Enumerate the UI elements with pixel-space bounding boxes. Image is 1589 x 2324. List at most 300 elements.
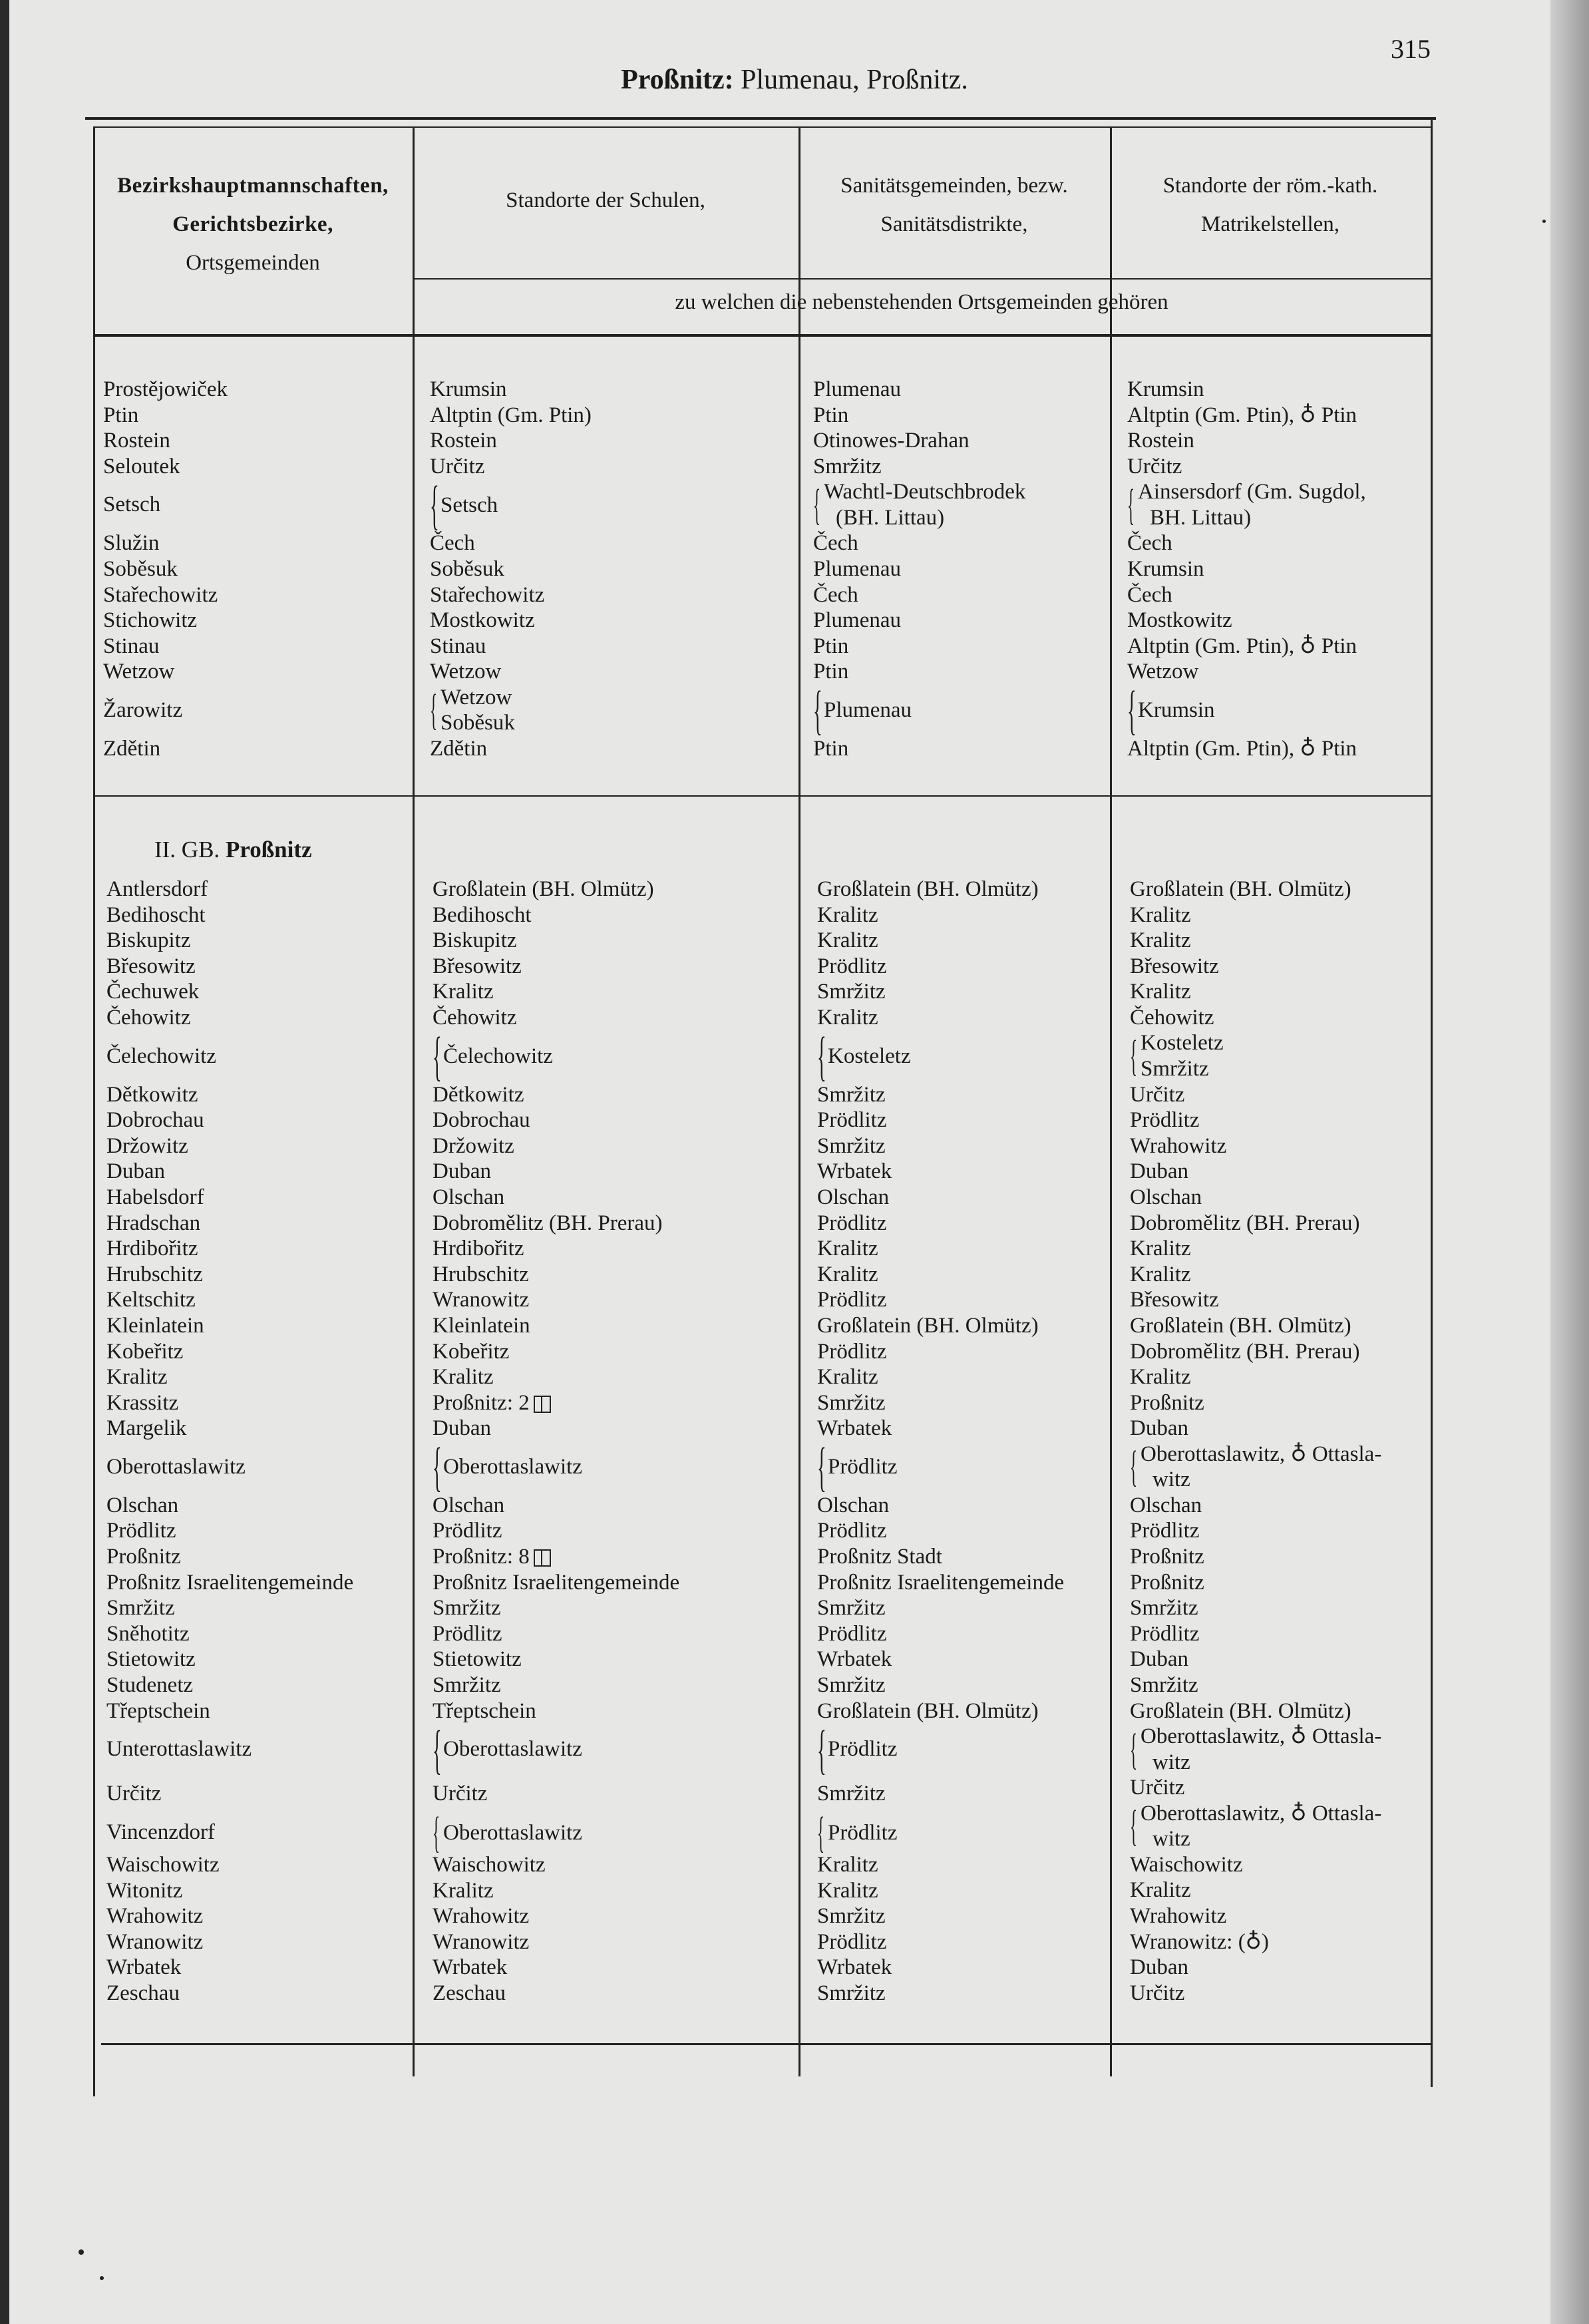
section1-col4-entry: Ainsersdorf (Gm. Sugdol, <box>1138 480 1366 504</box>
section2-col2-row-school-count <box>433 1390 679 1416</box>
scan-speck <box>79 2249 84 2255</box>
page-title-bold: Proßnitz: <box>621 65 734 95</box>
section2-col3-entry: Smržitz <box>817 980 886 1004</box>
section2-col1-entry: Habelsdorf <box>106 1185 204 1209</box>
section2-col3-entry: Kralitz <box>817 1237 878 1261</box>
section2-col3-entry: Smržitz <box>817 1133 886 1158</box>
section2-col2-group <box>433 1718 679 1780</box>
section1-col3-entry: Čech <box>813 531 858 556</box>
section1-col4-entry: Čech <box>1127 582 1172 607</box>
section2-col4-group <box>1130 1724 1381 1775</box>
section2-col2-entry: Třeptschein <box>433 1698 536 1723</box>
section1-col4-entry: Altptin (Gm. Ptin), ♁ Ptin <box>1127 736 1357 761</box>
section2-col4-entry: Kralitz <box>1130 1365 1191 1390</box>
section1-col1-entry: Stinau <box>103 634 160 658</box>
section2-col3-entry: Großlatein (BH. Olmütz) <box>817 1698 1039 1723</box>
section2-col2-entry: Bedihoscht <box>433 902 532 927</box>
brace-glyph: { <box>813 679 822 741</box>
section2-col2-entry: Smržitz <box>433 1596 501 1621</box>
section2-col1-entry: Čechuwek <box>106 980 200 1004</box>
brace-glyph: { <box>813 480 821 529</box>
brace-glyph: { <box>1127 480 1135 529</box>
section2-col4-entry: Kralitz <box>1130 902 1191 927</box>
section2-col3-entry: Kralitz <box>817 902 878 927</box>
section2-col3-entry: Prödlitz <box>817 1621 887 1646</box>
section2-col3-entry: Wrbatek <box>817 1647 892 1672</box>
section2-col3-entry: Großlatein (BH. Olmütz) <box>817 1313 1039 1338</box>
brace-glyph: { <box>1130 1802 1138 1851</box>
section2-col4-entry: Oberottaslawitz, ♁ Ottasla- <box>1141 1442 1382 1466</box>
header-col-2-line-1: Standorte der Schulen, <box>506 188 705 212</box>
section2-col4-entry: Proßnitz <box>1130 1390 1204 1415</box>
section1-col3-entry: Wachtl-Deutschbrodek <box>824 480 1026 504</box>
section2-col1-entry: Čelechowitz <box>106 1044 216 1068</box>
section2-col3-entry: Prödlitz <box>817 1519 887 1543</box>
section2-col2-group <box>433 1808 679 1857</box>
header-col-3-line-2: Sanitätsdistrikte, <box>880 212 1028 236</box>
section1-col3-group <box>813 679 1025 741</box>
section2-col1-entry: Studenetz <box>106 1673 194 1698</box>
header-col-2 <box>413 181 798 220</box>
section2-col1-entry: Smržitz <box>106 1596 175 1621</box>
section1-col3-entry: Plumenau <box>813 556 901 581</box>
section1-col4-entry: Altptin (Gm. Ptin), ♁ Ptin <box>1127 634 1357 658</box>
header-col-1-line-1: Bezirkshauptmannschaften, <box>117 174 389 198</box>
section1-col4-group <box>1127 479 1366 530</box>
section2-col4-entry: Duban <box>1130 1955 1188 1980</box>
section2-col2-entry: Kleinlatein <box>433 1313 530 1338</box>
header-col-4 <box>1110 166 1431 244</box>
section1-col4-entry: Krumsin <box>1138 698 1215 723</box>
section1-col1-entry: Stichowitz <box>103 608 198 633</box>
section2-col2-entry: Duban <box>433 1159 491 1184</box>
section1-col2-entry: Altptin (Gm. Ptin) <box>430 403 592 427</box>
brace-glyph: { <box>1130 1032 1138 1081</box>
scan-right-edge <box>1550 0 1589 2324</box>
section2-col2-entry: Großlatein (BH. Olmütz) <box>433 877 654 901</box>
section2-col1-entry: Wrahowitz <box>106 1904 204 1929</box>
section2-col4-entry: Proßnitz <box>1130 1545 1204 1569</box>
section1-col2-entry: Setsch <box>441 492 498 517</box>
section1-col3 <box>813 377 1025 762</box>
section2-col1-entry: Břesowitz <box>106 954 196 978</box>
section2-col3-entry: Kralitz <box>817 1878 878 1903</box>
section1-col1-entry: Ptin <box>103 403 139 427</box>
section2-col3-entry: Smržitz <box>817 1904 886 1929</box>
section2-col4-entry: Dobromělitz (BH. Prerau) <box>1130 1211 1360 1235</box>
section2-col4-entry: Olschan <box>1130 1493 1202 1517</box>
section2-col2-entry: Dobrochau <box>433 1108 530 1133</box>
section2-col1-entry: Bedihoscht <box>106 902 206 927</box>
table-top-rule-inner <box>93 126 1431 128</box>
section1-col1 <box>103 377 228 762</box>
section2-col2-entry: Břesowitz <box>433 954 522 978</box>
section2-col4-entry: Určitz <box>1130 1981 1185 2005</box>
section2-col4-entry: Kralitz <box>1130 1262 1191 1286</box>
brace-glyph: { <box>1127 679 1137 741</box>
section2-col3-entry: Smržitz <box>817 1782 886 1806</box>
section2-col2-entry: Dětkowitz <box>433 1082 524 1107</box>
section2-col4-group <box>1130 1801 1381 1852</box>
page-title <box>0 64 1589 96</box>
section2-col2-entry: Smržitz <box>433 1673 501 1698</box>
table-top-rule <box>85 117 1436 120</box>
section2-col1-entry: Krassitz <box>106 1390 179 1415</box>
section1-col1-entry: Služin <box>103 531 160 556</box>
section2-col4-entry: Čehowitz <box>1130 1005 1214 1030</box>
section2-col2-entry: Držowitz <box>433 1133 514 1158</box>
section2-col1 <box>106 876 353 2007</box>
section2-col3-group <box>817 1808 1064 1857</box>
section2-col2-entry: Kralitz <box>433 1878 494 1903</box>
section2-col1-entry: Keltschitz <box>106 1288 196 1312</box>
section1-col4-entry: Wetzow <box>1127 660 1199 684</box>
table-bottom-rule <box>101 2043 1432 2045</box>
section1-col2-group <box>430 474 592 535</box>
section1-col1-entry: Wetzow <box>103 660 175 684</box>
header-col-4-line-1: Standorte der röm.-kath. <box>1162 174 1378 198</box>
section2-col4-entry: Oberottaslawitz, ♁ Ottasla- <box>1141 1801 1382 1826</box>
section2-col2-entry: Určitz <box>433 1782 488 1806</box>
section1-col2-entry: Mostkowitz <box>430 608 535 633</box>
section2-col1-entry: Unterottaslawitz <box>106 1737 252 1762</box>
section1-col3-entry: Čech <box>813 582 858 607</box>
section2-col1-entry: Waischowitz <box>106 1853 220 1877</box>
section2-col1-entry: Proßnitz Israelitengemeinde <box>106 1570 354 1595</box>
section2-col2-group <box>433 1026 679 1087</box>
section1-col3-entry: Smržitz <box>813 454 882 479</box>
section1-col3-entry: Otinowes-Drahan <box>813 429 970 453</box>
section1-col2-entry: Čech <box>430 531 475 556</box>
section1-col1-entry: Setsch <box>103 492 161 517</box>
scan-speck <box>100 2276 104 2280</box>
header-col-3-line-1: Sanitätsgemeinden, bezw. <box>840 174 1068 198</box>
section2-title-bold: Proßnitz <box>225 837 312 863</box>
section2-col2-entry: Hrdibořitz <box>433 1237 524 1261</box>
header-col-1-line-2: Gerichtsbezirke, <box>172 212 333 236</box>
section2-title-prefix: II. GB. <box>154 837 226 863</box>
section2-col3-entry: Kralitz <box>817 1005 878 1030</box>
section2-col4-entry: Duban <box>1130 1416 1188 1441</box>
section2-col1-entry: Kobeřitz <box>106 1339 184 1364</box>
section2-col1-entry: Proßnitz <box>106 1545 181 1569</box>
section2-col1-entry: Duban <box>106 1159 165 1184</box>
section1-col4 <box>1127 377 1366 762</box>
brace-glyph: { <box>433 1808 441 1857</box>
section1-col4-entry: Krumsin <box>1127 556 1204 581</box>
brace-glyph: { <box>430 685 438 735</box>
section2-col2-entry: Kobeřitz <box>433 1339 510 1364</box>
brace-glyph: { <box>817 1718 826 1780</box>
section2-col3-group <box>817 1718 1064 1780</box>
section1-col3-entry: Plumenau <box>813 377 901 401</box>
section2-col1-entry: Wranowitz <box>106 1929 204 1954</box>
section2-col1-entry: Dětkowitz <box>106 1082 198 1107</box>
section2-col2-row-school-count <box>433 1544 679 1570</box>
section2-col1-entry: Třeptschein <box>106 1698 210 1723</box>
section2-col1-entry: Vincenzdorf <box>106 1820 215 1845</box>
header-col-3 <box>798 166 1110 244</box>
section1-col2-entry: Určitz <box>430 454 485 479</box>
school-book-icon <box>534 1396 551 1413</box>
section2-col4-entry: Großlatein (BH. Olmütz) <box>1130 1698 1351 1723</box>
table-left-border <box>93 126 95 2096</box>
section2-col3-entry: Prödlitz <box>817 1929 887 1954</box>
section2-col3-entry: Kosteletz <box>828 1044 911 1068</box>
section2-col1-entry: Čehowitz <box>106 1005 191 1030</box>
section1-col3-entry: Ptin <box>813 736 849 761</box>
section2-col4-entry: Prödlitz <box>1130 1108 1200 1133</box>
section1-col3-group <box>813 479 1025 530</box>
section1-col4-group <box>1127 679 1366 741</box>
section2-col1-entry: Antlersdorf <box>106 877 208 901</box>
brace-glyph: { <box>817 1026 826 1087</box>
section2-col3-group <box>817 1436 1064 1497</box>
section2-col4-entry: Smržitz <box>1141 1057 1209 1081</box>
section2-col2-entry: Wrahowitz <box>433 1904 530 1929</box>
section2-col3-entry: Proßnitz Stadt <box>817 1545 942 1569</box>
section2-col2-entry: Čelechowitz <box>443 1044 553 1068</box>
section1-col3-entry: Plumenau <box>824 698 912 723</box>
section1-col2-entry: Zdětin <box>430 736 488 761</box>
section2-col4-entry: Waischowitz <box>1130 1852 1243 1877</box>
section2-col4-entry: Určitz <box>1130 1082 1185 1107</box>
section1-col3-entry: Ptin <box>813 634 849 658</box>
brace-glyph: { <box>1130 1442 1138 1491</box>
section2-col4-entry: Smržitz <box>1130 1596 1198 1621</box>
section2-col1-entry: Kleinlatein <box>106 1313 204 1338</box>
section2-col2-entry: Proßnitz Israelitengemeinde <box>433 1570 680 1595</box>
section2-col1-entry: Prödlitz <box>106 1519 176 1543</box>
section2-col2-entry: Oberottaslawitz <box>443 1455 582 1479</box>
section2-col3-entry: Smržitz <box>817 1673 886 1698</box>
section2-col3-entry: Olschan <box>817 1185 890 1209</box>
section2-col2-entry: Biskupitz <box>433 928 517 953</box>
section1-col4-entry: Altptin (Gm. Ptin), ♁ Ptin <box>1127 403 1357 427</box>
section1-col1-entry: Zdětin <box>103 736 161 761</box>
section2-col4-group <box>1130 1442 1381 1493</box>
section2-col4-group <box>1130 1031 1381 1082</box>
section2-col2-entry: Olschan <box>433 1493 505 1517</box>
section2-col3-entry: Proßnitz Israelitengemeinde <box>817 1570 1065 1595</box>
section2-col4-entry: Prödlitz <box>1130 1621 1200 1646</box>
section1-col2-entry: Wetzow <box>430 660 502 684</box>
header-footer-text: zu welchen die nebenstehenden Ortsgemeinden gehören <box>675 290 1168 314</box>
section2-col3-entry: Kralitz <box>817 1262 878 1286</box>
section2-col2-entry: Wranowitz <box>433 1288 530 1312</box>
section1-col1-entry: Seloutek <box>103 454 180 479</box>
section2-col1-entry: Stietowitz <box>106 1647 196 1672</box>
section2-col3-entry: Wrbatek <box>817 1955 892 1980</box>
section1-col4-entry: BH. Littau) <box>1150 505 1252 530</box>
section2-col3-entry: Kralitz <box>817 1365 878 1390</box>
col-divider-3 <box>1110 126 1112 2076</box>
section1-col1-entry: Soběsuk <box>103 556 178 581</box>
section2-col4-entry: Dobromělitz (BH. Prerau) <box>1130 1339 1360 1364</box>
scan-left-edge <box>0 0 9 2324</box>
section2-col2-entry: Oberottaslawitz <box>443 1737 582 1762</box>
section2-col4-entry: Prödlitz <box>1130 1519 1200 1543</box>
section2-col2-entry: Olschan <box>433 1185 505 1209</box>
section2-col1-entry: Oberottaslawitz <box>106 1454 246 1479</box>
page-number: 315 <box>1391 34 1431 64</box>
section2-title <box>154 837 312 863</box>
section2-col4-entry: Kralitz <box>1130 1237 1191 1261</box>
brace-glyph: { <box>1130 1724 1138 1774</box>
section2-col4-entry: Kralitz <box>1130 980 1191 1004</box>
section2-col4-entry: Břesowitz <box>1130 1288 1219 1312</box>
brace-glyph: { <box>433 1436 442 1497</box>
header-bottom-rule <box>93 334 1431 337</box>
section2-col1-entry: Witonitz <box>106 1878 183 1903</box>
col-divider-1 <box>413 126 415 2076</box>
header-col-1-line-3: Ortsgemeinden <box>186 251 320 275</box>
section1-col2-entry: Soběsuk <box>441 711 515 735</box>
header-divider-rule <box>413 278 1431 280</box>
section1-col1-entry: Žarowitz <box>103 697 183 722</box>
section1-col4-entry: Krumsin <box>1127 377 1204 401</box>
section2-col4 <box>1130 876 1381 2006</box>
section2-col3-entry: Kralitz <box>817 928 878 953</box>
header-col-4-line-2: Matrikelstellen, <box>1200 212 1340 236</box>
scan-speck <box>1542 220 1546 223</box>
section2-col3-entry: Smržitz <box>817 1082 886 1107</box>
section2-col4-entry: Wrahowitz <box>1130 1904 1227 1928</box>
section1-col1-entry: Prostějowiček <box>103 377 228 401</box>
section2-col2-entry: Zeschau <box>433 1981 506 2005</box>
section2-col2-entry: Duban <box>433 1416 491 1441</box>
section2-col4-entry: Olschan <box>1130 1185 1202 1209</box>
section1-col2-entry: Stinau <box>430 634 486 658</box>
brace-glyph: { <box>433 1718 442 1780</box>
section2-col4-entry: Proßnitz <box>1130 1570 1204 1595</box>
section2-col1-entry: Hrubschitz <box>106 1262 203 1286</box>
section2-col3-entry: Smržitz <box>817 1596 886 1621</box>
section2-col4-entry: Wrahowitz <box>1130 1133 1227 1158</box>
section2-col3-entry: Wrbatek <box>817 1159 892 1184</box>
section2-col4-entry: witz <box>1152 1750 1190 1774</box>
section2-col4-entry: witz <box>1152 1827 1190 1851</box>
section2-col2-entry: Stietowitz <box>433 1647 522 1672</box>
section2-col3-entry: Smržitz <box>817 1981 886 2005</box>
section1-col4-entry: Mostkowitz <box>1127 608 1232 633</box>
section2-col2-entry: Proßnitz: 2 <box>433 1390 530 1415</box>
section2-col3-entry: Prödlitz <box>817 1211 887 1235</box>
brace-glyph: { <box>433 1026 442 1087</box>
section1-col4-entry: Rostein <box>1127 429 1194 453</box>
section2-col1-entry: Margelik <box>106 1416 187 1441</box>
section1-col3-entry: Plumenau <box>813 608 901 633</box>
table-right-border <box>1431 117 1433 2087</box>
section2-col1-entry: Zeschau <box>106 1981 180 2005</box>
section2-col3-entry: Prödlitz <box>828 1737 898 1762</box>
section2-col4-entry: Großlatein (BH. Olmütz) <box>1130 877 1351 901</box>
section2-col4-entry: Großlatein (BH. Olmütz) <box>1130 1313 1351 1338</box>
section2-col4-entry: Duban <box>1130 1647 1188 1672</box>
section2-col3-entry: Großlatein (BH. Olmütz) <box>817 877 1039 901</box>
section2-col4-entry: Kosteletz <box>1141 1031 1224 1056</box>
header-col-1 <box>93 166 413 282</box>
section2-col1-entry: Hradschan <box>106 1211 201 1235</box>
section2-col1-entry: Držowitz <box>106 1133 188 1158</box>
col-divider-2 <box>798 126 800 2076</box>
section-divider-rule <box>93 795 1431 797</box>
section2-col3-entry: Prödlitz <box>817 1288 887 1312</box>
section2-col4-entry: Kralitz <box>1130 928 1191 953</box>
section2-col1-entry: Wrbatek <box>106 1955 182 1980</box>
section1-col3-entry: Ptin <box>813 660 849 684</box>
section1-col1-entry: Stařechowitz <box>103 582 218 607</box>
section2-col2-entry: Proßnitz: 8 <box>433 1545 530 1569</box>
section2-col3-entry: Olschan <box>817 1493 890 1517</box>
section2-col4-entry: Břesowitz <box>1130 954 1219 978</box>
section2-col2-entry: Prödlitz <box>433 1621 502 1646</box>
section2-col3 <box>817 876 1064 2007</box>
section1-col2-entry: Rostein <box>430 429 497 453</box>
section2-col1-entry: Sněhotitz <box>106 1621 190 1646</box>
section1-col2-group <box>430 685 592 736</box>
section2-col2-entry: Waischowitz <box>433 1853 546 1877</box>
section1-col3-entry: (BH. Littau) <box>836 505 945 530</box>
section2-col4-entry: Určitz <box>1130 1776 1185 1800</box>
section2-col2-entry: Wrbatek <box>433 1955 508 1980</box>
section2-col1-entry: Olschan <box>106 1493 179 1517</box>
section2-col3-entry: Smržitz <box>817 1390 886 1415</box>
section1-col2-entry: Soběsuk <box>430 556 504 581</box>
brace-glyph: { <box>817 1436 826 1497</box>
section2-col3-entry: Wrbatek <box>817 1416 892 1441</box>
brace-glyph: { <box>817 1808 825 1857</box>
section2-col3-group <box>817 1026 1064 1087</box>
brace-glyph: { <box>430 474 439 535</box>
section2-col4-entry: witz <box>1152 1467 1190 1492</box>
section1-col2-entry: Wetzow <box>441 685 512 709</box>
section2-col2-entry: Kralitz <box>433 1365 494 1390</box>
section2-col4-entry: Oberottaslawitz, ♁ Ottasla- <box>1141 1724 1382 1749</box>
section2-col2-entry: Prödlitz <box>433 1519 502 1543</box>
section2-col1-entry: Hrdibořitz <box>106 1237 198 1261</box>
section2-col2-entry: Kralitz <box>433 980 494 1004</box>
section2-col3-entry: Prödlitz <box>817 1108 887 1133</box>
section2-col4-entry: Wranowitz: (♁) <box>1130 1929 1269 1954</box>
school-book-icon <box>534 1549 551 1567</box>
section2-col2-entry: Wranowitz <box>433 1929 530 1954</box>
section2-col3-entry: Prödlitz <box>817 954 887 978</box>
section2-col4-entry: Kralitz <box>1130 1878 1191 1903</box>
section2-col2-entry: Hrubschitz <box>433 1262 529 1286</box>
section2-col4-entry: Smržitz <box>1130 1673 1198 1698</box>
section2-col4-entry: Duban <box>1130 1159 1188 1184</box>
section1-col1-entry: Rostein <box>103 429 170 453</box>
section2-col1-entry: Kralitz <box>106 1365 168 1390</box>
section2-col2-entry: Dobromělitz (BH. Prerau) <box>433 1211 663 1235</box>
section2-col1-entry: Biskupitz <box>106 928 191 953</box>
section2-col2-entry: Oberottaslawitz <box>443 1820 582 1845</box>
section2-col3-entry: Prödlitz <box>828 1455 898 1479</box>
section2-col2 <box>433 876 679 2007</box>
section1-col2-entry: Stařechowitz <box>430 582 545 607</box>
section2-col1-entry: Určitz <box>106 1782 162 1806</box>
page-title-rest: Plumenau, Proßnitz. <box>733 65 968 95</box>
section2-col3-entry: Prödlitz <box>817 1339 887 1364</box>
section1-col3-entry: Ptin <box>813 403 849 427</box>
section2-col2-group <box>433 1436 679 1497</box>
section1-col2 <box>430 377 592 762</box>
section1-col4-entry: Čech <box>1127 531 1172 556</box>
section1-col2-entry: Krumsin <box>430 377 507 401</box>
section2-col3-entry: Kralitz <box>817 1853 878 1877</box>
section1-col4-entry: Určitz <box>1127 454 1182 479</box>
